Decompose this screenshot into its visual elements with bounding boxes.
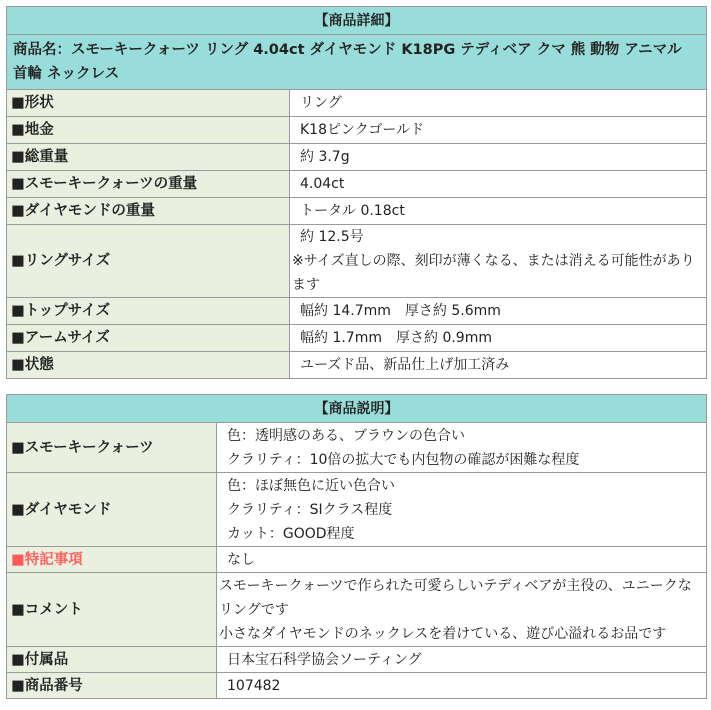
details-header: 【商品詳細】 <box>7 7 707 35</box>
label-metal: ■地金 <box>7 117 290 144</box>
comment-line-1: スモーキークォーツで作られた可愛らしいテディベアが主役の、ユニークなリングです <box>219 577 692 618</box>
value-shape: リング <box>290 90 707 117</box>
label-ring-size: ■リングサイズ <box>7 225 290 298</box>
value-diamond <box>217 473 707 547</box>
label-arm-size: ■アームサイズ <box>7 325 290 352</box>
value-top-size: 幅約 14.7mm 厚さ約 5.6mm <box>290 298 707 325</box>
value-metal: K18ピンクゴールド <box>290 117 707 144</box>
label-comment: ■コメント <box>7 573 217 647</box>
value-arm-size: 幅約 1.7mm 厚さ約 0.9mm <box>290 325 707 352</box>
label-total-weight: ■総重量 <box>7 144 290 171</box>
product-description-table <box>6 394 707 699</box>
value-special-notes: なし <box>217 547 707 573</box>
label-diamond-weight: ■ダイヤモンドの重量 <box>7 198 290 225</box>
value-item-number: 107482 <box>217 673 707 699</box>
diamond-cut: カット：GOOD程度 <box>227 525 355 542</box>
label-condition: ■状態 <box>7 352 290 379</box>
description-header: 【商品説明】 <box>7 395 707 423</box>
value-smoky-quartz <box>217 423 707 473</box>
label-quartz-weight: ■スモーキークォーツの重量 <box>7 171 290 198</box>
comment-line-2: 小さなダイヤモンドのネックレスを着けている、遊び心溢れるお品です <box>219 625 667 642</box>
quartz-clarity: クラリティ：10倍の拡大でも内包物の確認が困難な程度 <box>227 451 580 468</box>
value-comment <box>217 573 707 647</box>
value-accessories: 日本宝石科学協会ソーティング <box>217 647 707 673</box>
diamond-clarity: クラリティ：SIクラス程度 <box>227 501 393 518</box>
label-item-number: ■商品番号 <box>7 673 217 699</box>
value-condition: ユーズド品、新品仕上げ加工済み <box>290 352 707 379</box>
diamond-color: 色：ほぼ無色に近い色合い <box>227 477 395 494</box>
label-top-size: ■トップサイズ <box>7 298 290 325</box>
label-accessories: ■付属品 <box>7 647 217 673</box>
value-quartz-weight: 4.04ct <box>290 171 707 198</box>
label-diamond: ■ダイヤモンド <box>7 473 217 547</box>
label-shape: ■形状 <box>7 90 290 117</box>
label-smoky-quartz: ■スモーキークォーツ <box>7 423 217 473</box>
ring-size-note: ※サイズ直しの際、刻印が薄くなる、または消える可能性があります <box>292 253 695 293</box>
product-name: 商品名：スモーキークォーツ リング 4.04ct ダイヤモンド K18PG テディベア クマ 熊 動物 アニマル 首輪 ネックレス <box>7 35 707 90</box>
value-total-weight: 約 3.7g <box>290 144 707 171</box>
label-special-notes: ■特記事項 <box>7 547 217 573</box>
quartz-color: 色：透明感のある、ブラウンの色合い <box>227 427 465 444</box>
value-diamond-weight: トータル 0.18ct <box>290 198 707 225</box>
ring-size-line: 約 12.5号 <box>300 229 364 245</box>
product-details-table <box>6 6 707 379</box>
value-ring-size <box>290 225 707 298</box>
